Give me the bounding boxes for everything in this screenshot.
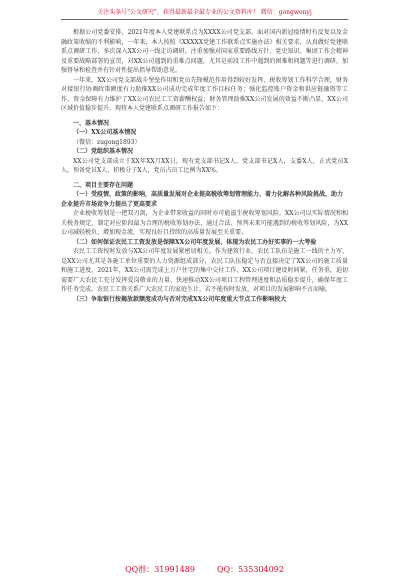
footer-contacts [61, 564, 348, 575]
footer-qq-group[interactable]: QQ群：31991489 [125, 565, 195, 574]
paragraph-wages: 农民工工资按时发放与XX公司年度发展紧密切相关。作为建筑行业，农民工队伍是施工一线的主力军，是XX公司尤其是各施工单位重要的人力资源组成部分，农民工队伍稳定与否直接决定了XX公司的施工质量和施工进度。2021年，XX公司需完成上万户住宅的集中交付工作，XX公司项目建设时间紧，任务重，迫切需要广大农民工充分发挥爱岗敬业的力量，快速推动XX公司项目工程管理进度和品质稳步提升，确保年度工作任务完成。农民工工资关系广大农民工的家庭生计，若不能按时发放，对项目的发展影响不言而喻。 [61, 248, 348, 293]
paragraph-intro: 根据公司党委安排，2021年度本人党建联系点为XXXX公司党支部。面对国内新冠疫情时有反复以及金融政策收缩的不利影响，一年来，本人按照《XXXXX党建工作联系点实施办法》相关要求，认真做好党建联系点调研工作，多次深入XX公司一线走访调研，注重加强对国家重要路线方针、党史知识、集团工作会精神及重要战略部署的宣贯，对XX公司遇到的重难点问题，尤其是前段工作中遇到的困难和问题等进行调研，加强督导和检查并有针对性提出指导帮助意见。 [61, 29, 348, 74]
heading-subsection-1-2: （二）党组织基本情况 [73, 148, 134, 155]
paragraph-tax: 企业税收筹划是一把双刃剑，为企业带来收益的同时亦可能滋生税收筹划风险。XX公司以实际情况和相关税务规定，制定对应阶段最为合理的税收筹划办法，通过合法、预判未来可能遇到的税收筹划风险，为XX公司减轻税负、增加现金流，实现良好且持续的高质量发展至关重要。 [61, 210, 348, 236]
heading-subsection-1-1: （一）XX公司基本情况 [73, 129, 137, 136]
heading-subsection-2-3: （三）争取银行按揭放款额度成功与否对完成XX公司年度重大节点工作影响较大 [73, 295, 287, 303]
paragraph-wechat: （微信：zugong1893） [73, 138, 141, 146]
header-banner: 关注头条号"公文研究"，获得最新最全最专业的公文资料库！ 微信：gongwenyj [97, 9, 312, 16]
paragraph-party-org: XX公司党支部成立于XX年XX月XX日，现有党支部书记X人，党支部书记X人，支委X人，正式党员X人，预备党员X人，积极分子X人，党员占员工比例为XX%。 [61, 157, 348, 174]
heading-section-2: 二、项目主要存在问题 [73, 181, 134, 189]
heading-section-1: 一、基本情况 [73, 119, 110, 127]
document-body [61, 28, 348, 304]
heading-subsection-2-2: （二）如何保证农民工工资发放是保障XX公司年度发展、体现为农民工办好实事的一大考验 [73, 238, 317, 246]
header-divider [61, 19, 348, 20]
footer-qq[interactable]: QQ：535304092 [216, 565, 284, 574]
heading-subsection-2-1: （一）受疫情、政策的影响，高质量发展对企业提高税收筹划管理能力、着力化解各种风险挑战、助力企业提升市场竞争力提出了更高要求 [61, 191, 344, 208]
paragraph-summary: 一年来，XX公司党支部战斗堡垒作用和党员先锋模范作用得到较好发挥，税收筹划工作科学合理，财务对接银行协调政策额度有力助推XX公司成功完成年度工作目标任务；强化监控账户资金和供应链融资等工作，资金保障有力维护了XX公司农民工工资薪酬权益；财务管理助推XX公司发展的效益不断凸显，XX公司区域价值稳步提升。现将本人党建联系点调研工作报告如下： [61, 76, 348, 112]
